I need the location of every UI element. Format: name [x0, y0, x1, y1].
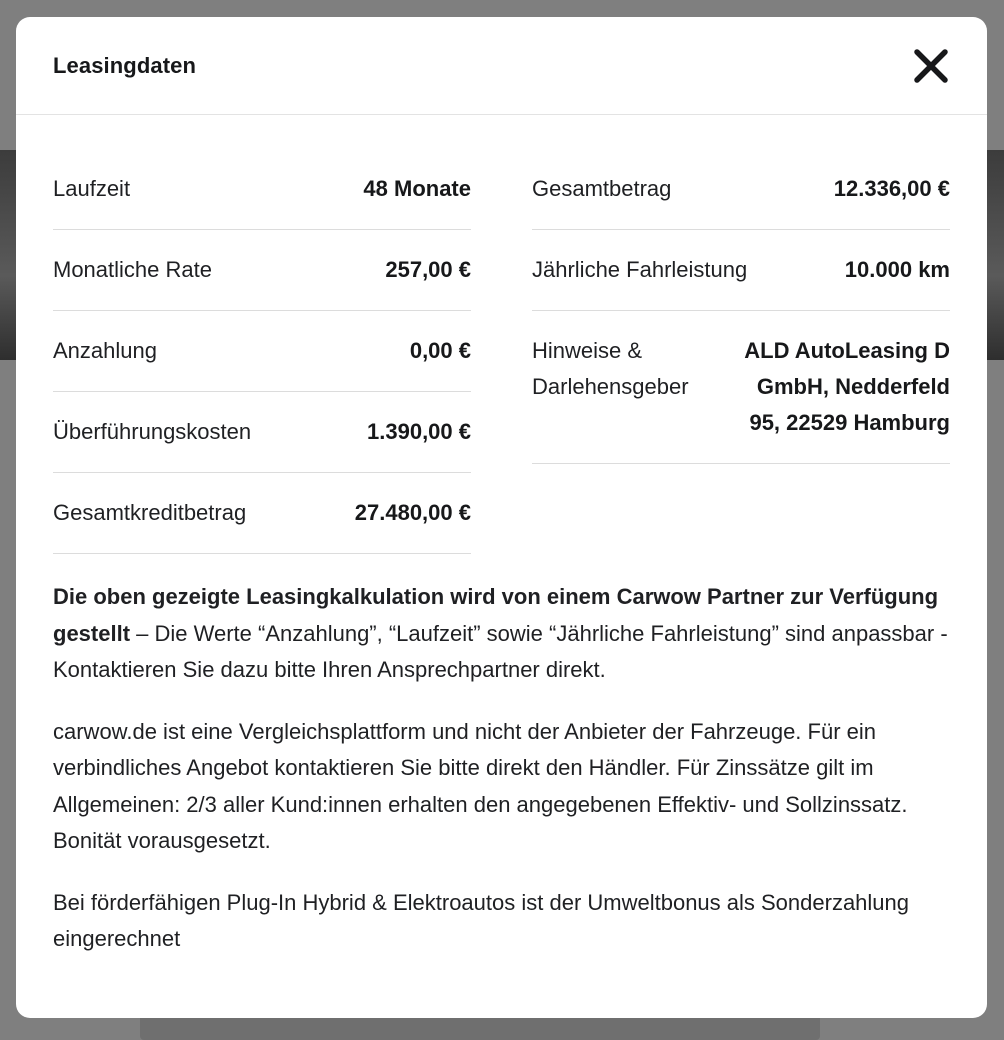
- close-icon: [913, 48, 949, 84]
- close-button[interactable]: [911, 46, 951, 86]
- leasing-data-grid: [53, 149, 950, 554]
- row-label: Hinweise & Darlehensgeber: [532, 338, 689, 399]
- leasing-disclaimer: [53, 579, 950, 689]
- modal-body: [16, 115, 987, 958]
- row-label: Jährliche Fahrleistung: [532, 257, 748, 282]
- row-value: 27.480,00 €: [354, 500, 471, 525]
- disclaimer-text: – Die Werte “Anzahlung”, “Laufzeit” sowie “Jährliche Fahrleistung” sind anpassbar - Kontaktieren Sie dazu bitte Ihren Ansprechpartner direkt.: [53, 620, 948, 682]
- row-value: 10.000 km: [844, 257, 950, 282]
- leasing-row-ueberfuehrungskosten: [53, 392, 471, 473]
- row-label: Gesamtkreditbetrag: [53, 500, 247, 525]
- umweltbonus-note: Bei förderfähigen Plug-In Hybrid & Elektroautos ist der Umweltbonus als Sonderzahlung eingerechnet: [53, 889, 910, 951]
- modal-title: Leasingdaten: [53, 52, 197, 78]
- row-value: 12.336,00 €: [833, 176, 950, 201]
- row-label: Laufzeit: [53, 176, 131, 201]
- row-label: Anzahlung: [53, 338, 157, 363]
- row-label: Überführungskosten: [53, 419, 252, 444]
- row-label: Monatliche Rate: [53, 257, 212, 282]
- leasing-row-gesamtbetrag: [532, 149, 950, 230]
- leasing-details-modal: [16, 17, 987, 1018]
- row-value: ALD AutoLeasing D GmbH, Nedderfeld 95, 22529 Hamburg: [744, 338, 950, 435]
- leasing-row-laufzeit: [53, 149, 471, 230]
- row-value: 257,00 €: [385, 257, 471, 282]
- leasing-row-darlehensgeber: [532, 311, 950, 464]
- leasing-data-left-column: [53, 149, 471, 554]
- leasing-data-right-column: [532, 149, 950, 554]
- modal-header: [16, 17, 987, 115]
- leasing-row-gesamtkreditbetrag: [53, 473, 471, 554]
- row-value: 0,00 €: [409, 338, 471, 363]
- row-value: 48 Monate: [363, 176, 471, 201]
- leasing-row-anzahlung: [53, 311, 471, 392]
- disclaimer-bold-text: Die oben gezeigte Leasingkalkulation wird von einem Carwow Partner zur Verfügung gestellt: [53, 584, 939, 646]
- row-value: 1.390,00 €: [367, 419, 471, 444]
- leasing-row-monatliche-rate: [53, 230, 471, 311]
- row-label: Gesamtbetrag: [532, 176, 672, 201]
- leasing-row-jaehrliche-fahrleistung: [532, 230, 950, 311]
- platform-note: carwow.de ist eine Vergleichsplattform und nicht der Anbieter der Fahrzeuge. Für ein verbindliches Angebot kontaktieren Sie bitte direkt den Händler. Für Zinssätze gilt im Allgemeinen: 2/3 aller Kund:innen erhalten den angegebenen Effektiv- und Sollzinssatz. Bonität vorausgesetzt.: [53, 718, 908, 853]
